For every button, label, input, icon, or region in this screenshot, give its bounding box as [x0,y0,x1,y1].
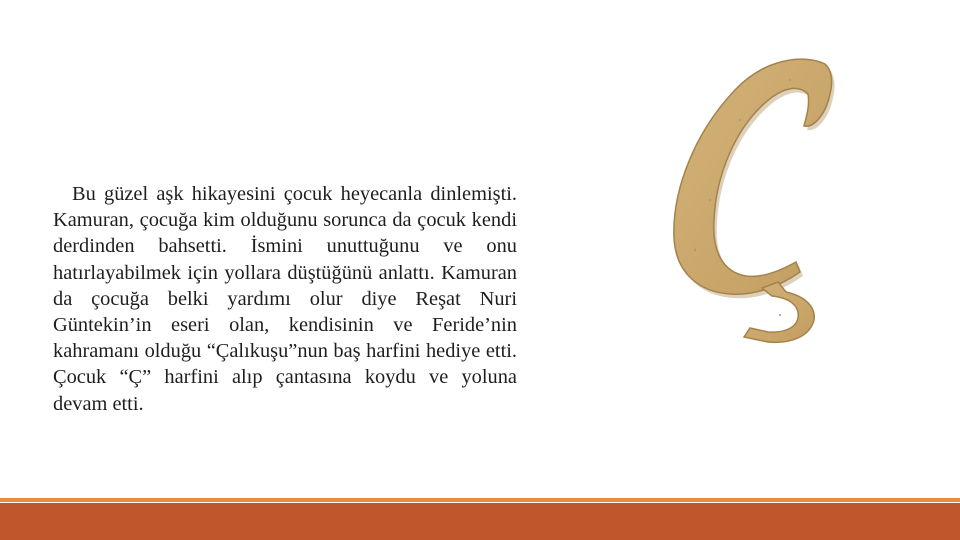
letter-c-cedilla-figure [650,50,840,350]
accent-band [0,503,960,540]
letter-body [674,59,832,294]
story-paragraph: Bu güzel aşk hikayesini çocuk heyecanla dinlemişti. Kamuran, çocuğa kim olduğunu sorunca da çocuk kendi derdinden bahsetti. İsmini unuttuğunu ve onu hatırlayabilmek için yollara düştüğünü anlattı. Kamuran da çocuğa belki yardımı olur diye Reşat Nuri Güntekin’in eseri olan, kendisinin ve Feride’nin kahramanı olduğu “Çalıkuşu”nun baş harfini hediye etti. Çocuk “Ç” harfini alıp çantasına koydu ve yoluna devam etti. [53,183,517,415]
accent-line [0,498,960,502]
wooden-letter-c-cedilla-icon [650,50,840,350]
